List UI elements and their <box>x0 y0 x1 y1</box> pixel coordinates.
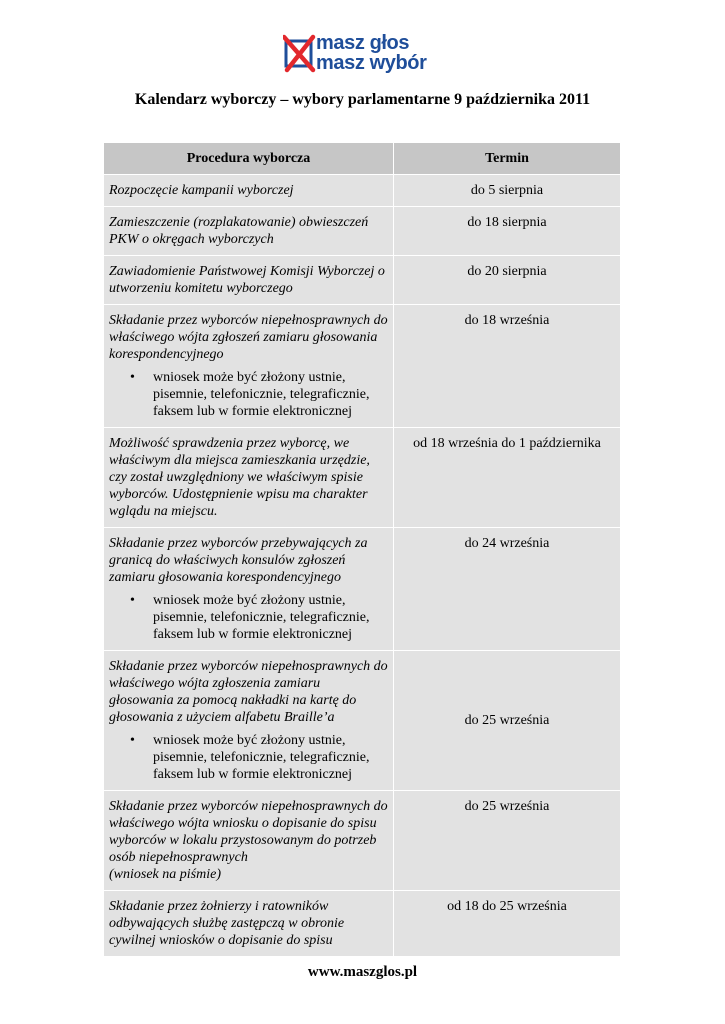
procedure-cell <box>104 791 394 891</box>
column-header-term: Termin <box>394 143 621 175</box>
term-cell: do 5 sierpnia <box>394 175 621 207</box>
bullet-text: wniosek może być złożony ustnie, pisemnie, telefonicznie, telegraficznie, faksem lub w formie elektronicznej <box>153 733 370 782</box>
bullet-list <box>109 732 388 783</box>
term-cell: do 25 września <box>394 651 621 791</box>
bullet-item <box>130 592 388 643</box>
term-cell: do 20 sierpnia <box>394 256 621 305</box>
table-row <box>104 651 621 791</box>
table-row <box>104 428 621 528</box>
procedure-text: Zamieszczenie (rozplakatowanie) obwieszczeń PKW o okręgach wyborczych <box>109 215 369 247</box>
procedure-cell <box>104 256 394 305</box>
bullet-icon: • <box>130 733 135 748</box>
procedure-cell <box>104 305 394 428</box>
bullet-item <box>130 369 388 420</box>
procedure-text: Składanie przez wyborców niepełnosprawnych do właściwego wójta zgłoszeń zamiaru głosowania korespondencyjnego <box>109 313 388 362</box>
table-row <box>104 891 621 957</box>
term-cell: do 18 września <box>394 305 621 428</box>
procedure-text: Składanie przez wyborców niepełnosprawnych do właściwego wójta zgłoszenia zamiaru głosowania za pomocą nakładki na kartę do głosowania z użyciem alfabetu Braille’a <box>109 659 388 725</box>
election-calendar-table <box>103 142 621 957</box>
ballot-cross-icon <box>283 32 317 76</box>
logo-text <box>316 33 426 73</box>
term-cell: do 25 września <box>394 791 621 891</box>
procedure-text: Rozpoczęcie kampanii wyborczej <box>109 183 294 198</box>
procedure-text: Składanie przez wyborców przebywających za granicą do właściwych konsulów zgłoszeń zamiaru głosowania korespondencyjnego <box>109 536 368 585</box>
procedure-text: Składanie przez żołnierzy i ratowników odbywających służbę zastępczą w obronie cywilnej wniosków o dopisanie do spisu <box>109 899 345 948</box>
column-header-procedure: Procedura wyborcza <box>104 143 394 175</box>
table-row <box>104 207 621 256</box>
procedure-cell <box>104 651 394 791</box>
procedure-cell <box>104 175 394 207</box>
table-row <box>104 256 621 305</box>
table-header-row <box>104 143 621 175</box>
procedure-text: Zawiadomienie Państwowej Komisji Wyborczej o utworzeniu komitetu wyborczego <box>109 264 385 296</box>
procedure-cell <box>104 428 394 528</box>
term-cell: do 18 sierpnia <box>394 207 621 256</box>
table-row <box>104 791 621 891</box>
bullet-list <box>109 592 388 643</box>
logo <box>283 32 433 76</box>
term-cell: od 18 do 25 września <box>394 891 621 957</box>
procedure-cell <box>104 528 394 651</box>
table-row <box>104 528 621 651</box>
table-row <box>104 175 621 207</box>
bullet-text: wniosek może być złożony ustnie, pisemnie, telefonicznie, telegraficznie, faksem lub w formie elektronicznej <box>153 593 370 642</box>
bullet-icon: • <box>130 370 135 385</box>
procedure-cell <box>104 207 394 256</box>
procedure-note: (wniosek na piśmie) <box>109 867 221 882</box>
term-cell: do 24 września <box>394 528 621 651</box>
term-cell: od 18 września do 1 października <box>394 428 621 528</box>
bullet-item <box>130 732 388 783</box>
procedure-cell <box>104 891 394 957</box>
procedure-text: Możliwość sprawdzenia przez wyborcę, we właściwym dla miejsca zamieszkania urzędzie, czy został uwzględniony we właściwym spisie wyborców. Udostępnienie wpisu ma charakter wglądu na miejscu. <box>109 436 370 519</box>
footer-url: www.maszglos.pl <box>307 964 418 980</box>
table-row <box>104 305 621 428</box>
document-title: Kalendarz wyborczy – wybory parlamentarne 9 października 2011 <box>134 91 591 108</box>
logo-line-2: masz wybór <box>316 52 427 74</box>
bullet-list <box>109 369 388 420</box>
procedure-text: Składanie przez wyborców niepełnosprawnych do właściwego wójta wniosku o dopisanie do spisu wyborców w lokalu przystosowanym do potrzeb osób niepełnosprawnych <box>109 799 388 865</box>
bullet-icon: • <box>130 593 135 608</box>
bullet-text: wniosek może być złożony ustnie, pisemnie, telefonicznie, telegraficznie, faksem lub w formie elektronicznej <box>153 370 370 419</box>
logo-line-1: masz głos <box>316 32 410 54</box>
